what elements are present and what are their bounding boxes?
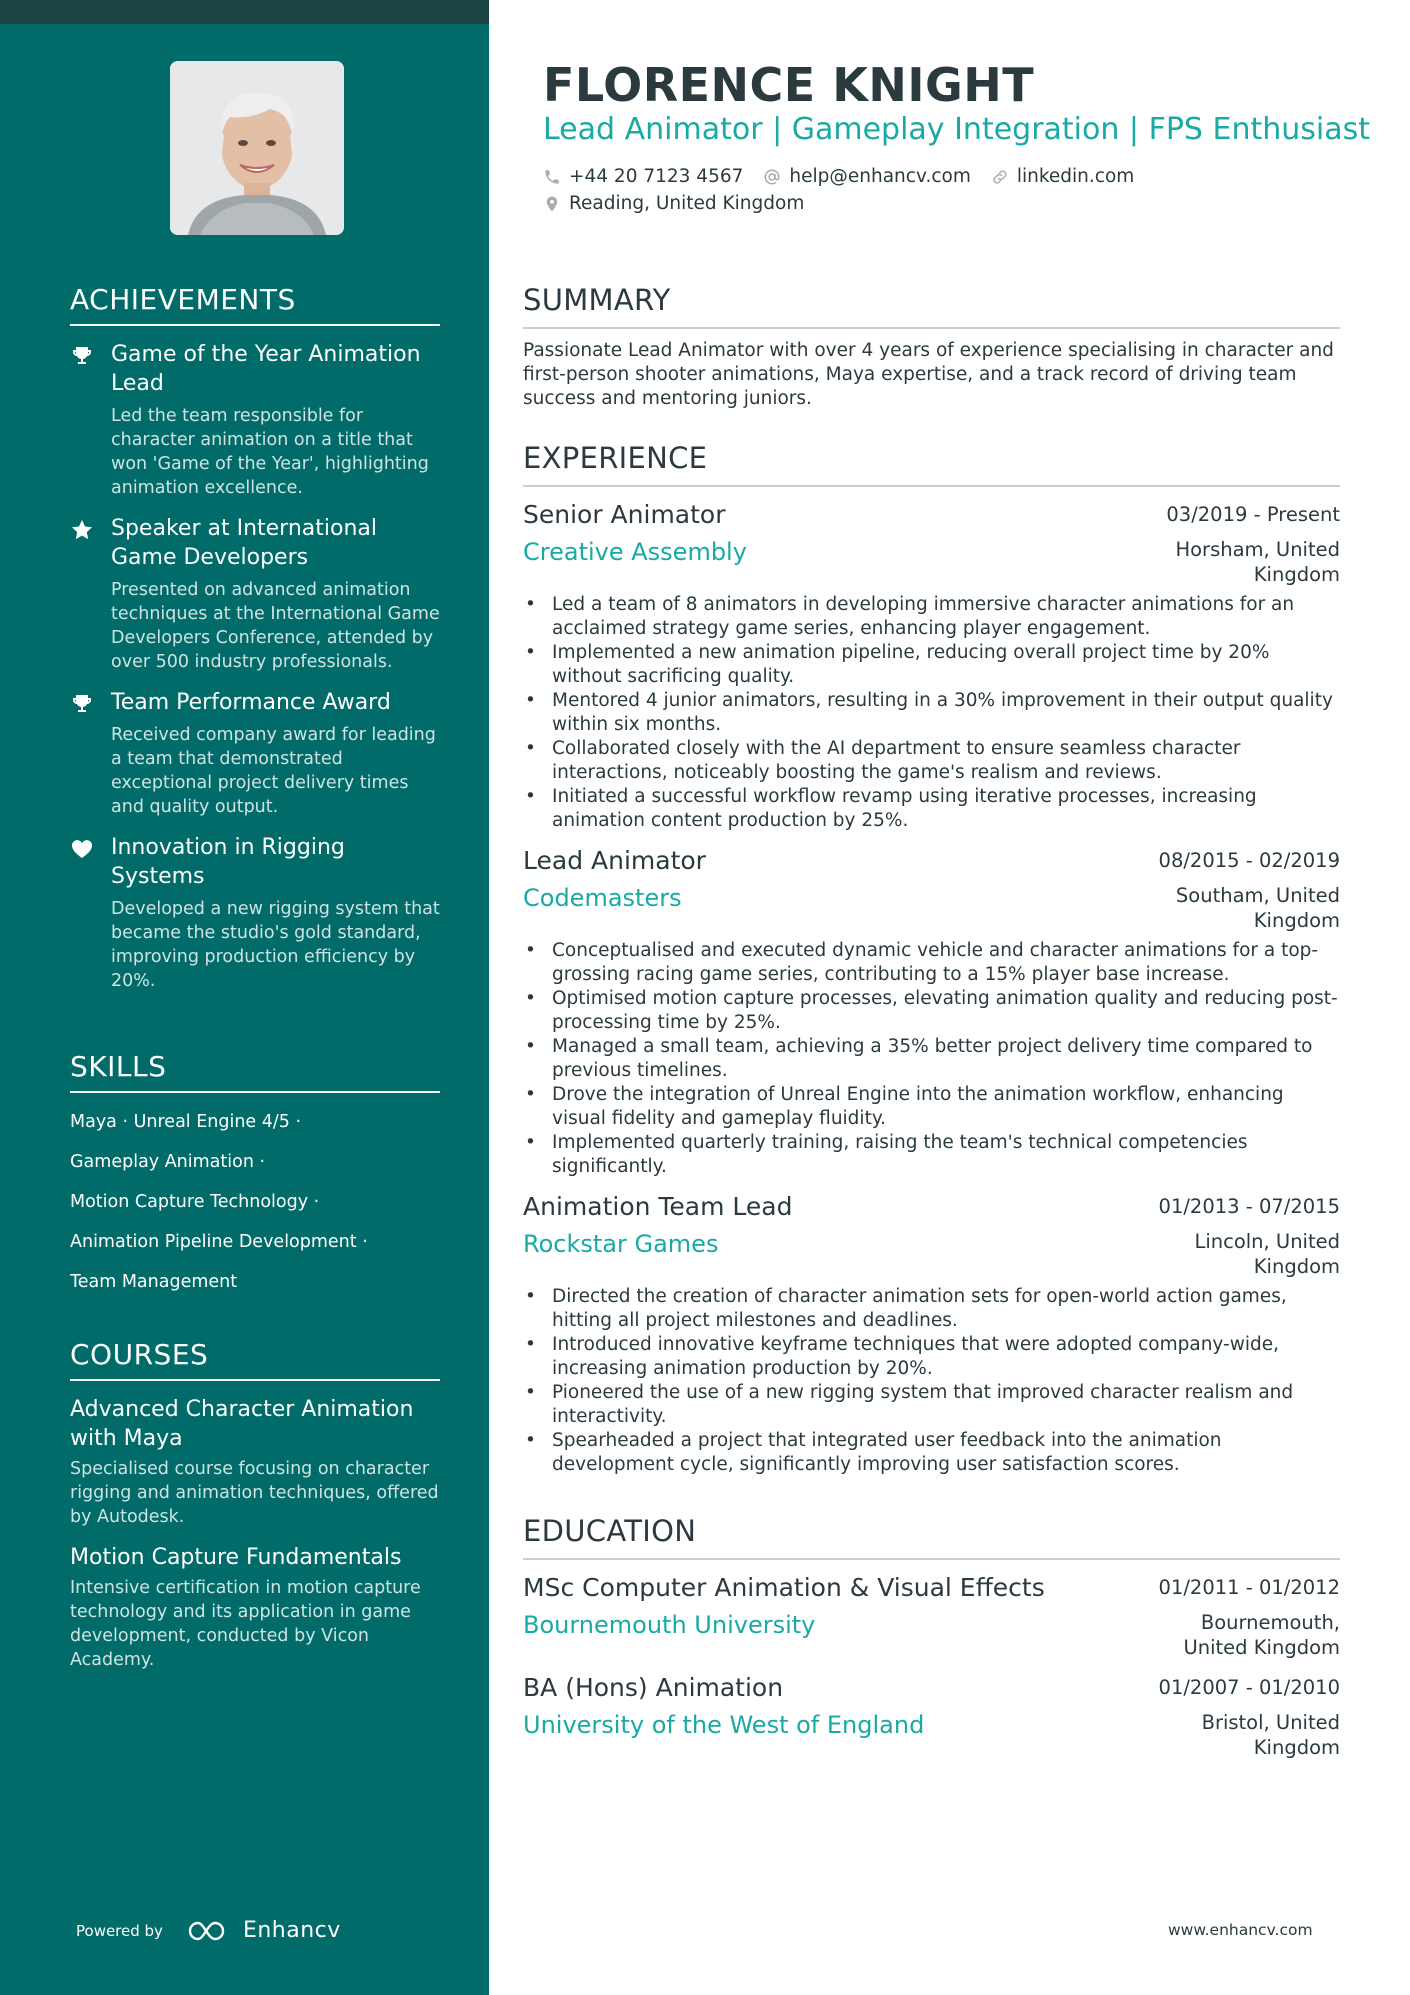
experience-entry: [523, 845, 1340, 1179]
summary-heading: SUMMARY: [523, 283, 1340, 329]
location-pin-icon: [543, 195, 561, 213]
bullet-item: • Collaborated closely with the AI department to ensure seamless character interactions, noticeably boosting the game's realism and reviews.: [523, 737, 1340, 785]
achievement-desc: Received company award for leading a team that demonstrated exceptional project delivery times and quality output.: [111, 725, 436, 817]
bullet-item: • Initiated a successful workflow revamp using iterative processes, increasing animation content production by 25%.: [523, 785, 1340, 833]
sidebar-top-bar: [0, 0, 489, 24]
skills-heading: SKILLS: [70, 1050, 440, 1093]
linkedin-contact[interactable]: [991, 166, 1134, 187]
link-icon: [991, 168, 1009, 186]
powered-by: [76, 1918, 341, 1943]
degree-title: BA (Hons) Animation: [523, 1673, 784, 1702]
bullet-item: • Implemented quarterly training, raising the team's technical competencies significantly.: [523, 1131, 1340, 1179]
job-date: 01/2013 - 07/2015: [1158, 1195, 1340, 1218]
company-name: Creative Assembly: [523, 538, 747, 566]
school-location: Bristol, United Kingdom: [1201, 1711, 1340, 1759]
sidebar: [0, 0, 489, 1995]
achievement-item: [70, 514, 440, 674]
location-text: Reading, United Kingdom: [569, 193, 805, 214]
experience-entry: [523, 1191, 1340, 1477]
trophy-icon: [70, 692, 94, 716]
education-heading: EDUCATION: [523, 1514, 1340, 1560]
bullet-item: • Directed the creation of character animation sets for open-world action games, hitting all project milestones and deadlines.: [523, 1285, 1340, 1333]
job-bullets: [523, 1285, 1340, 1477]
email-text: help@enhancv.com: [789, 166, 971, 187]
bullet-item: • Conceptualised and executed dynamic vehicle and character animations for a top-grossing racing game series, contributing to a 15% player base increase.: [523, 939, 1340, 987]
achievement-item: [70, 340, 440, 500]
school-location: Bournemouth, United Kingdom: [1183, 1611, 1340, 1659]
job-date: 03/2019 - Present: [1166, 503, 1340, 526]
education-section: [523, 1514, 1340, 1760]
job-bullets: [523, 939, 1340, 1179]
candidate-tagline: Lead Animator | Gameplay Integration | FPS Enthusiast: [543, 112, 1370, 147]
skill-line: Gameplay Animation ·: [70, 1152, 266, 1172]
skill-line: Animation Pipeline Development ·: [70, 1232, 368, 1252]
star-icon: [70, 518, 94, 542]
courses-heading: COURSES: [70, 1338, 440, 1381]
enhancv-logo-text: Enhancv: [242, 1918, 341, 1943]
education-entry: [523, 1572, 1340, 1660]
job-location: Horsham, United Kingdom: [1175, 538, 1340, 586]
course-desc: Intensive certification in motion capture technology and its application in game development, conducted by Vicon Academy.: [70, 1578, 421, 1670]
company-name: Codemasters: [523, 884, 682, 912]
job-title: Senior Animator: [523, 500, 726, 529]
job-bullets: [523, 593, 1340, 833]
job-location: Southam, United Kingdom: [1175, 884, 1340, 932]
bullet-item: • Managed a small team, achieving a 35% better project delivery time compared to previous timelines.: [523, 1035, 1340, 1083]
job-date: 08/2015 - 02/2019: [1158, 849, 1340, 872]
skill-line: Motion Capture Technology ·: [70, 1192, 320, 1212]
achievement-title: Team Performance Award: [111, 690, 391, 715]
job-title: Lead Animator: [523, 846, 706, 875]
location-contact: [543, 193, 804, 214]
achievement-desc: Led the team responsible for character animation on a title that won 'Game of the Year', highlighting animation excellence.: [111, 406, 429, 498]
email-contact[interactable]: [763, 166, 970, 187]
course-title: Advanced Character Animation with Maya: [70, 1397, 414, 1451]
heart-icon: [70, 837, 94, 861]
phone-text: +44 20 7123 4567: [569, 166, 744, 187]
achievement-title: Innovation in Rigging Systems: [111, 835, 345, 889]
achievement-item: [70, 688, 440, 819]
enhancv-logo[interactable]: [187, 1918, 341, 1943]
achievements-heading: ACHIEVEMENTS: [70, 283, 440, 326]
company-name: Rockstar Games: [523, 1230, 719, 1258]
bullet-item: • Implemented a new animation pipeline, reducing overall project time by 20% without sacrificing quality.: [523, 641, 1340, 689]
powered-by-label: Powered by: [76, 1921, 163, 1940]
bullet-item: • Spearheaded a project that integrated user feedback into the animation development cycle, significantly improving user satisfaction scores.: [523, 1429, 1340, 1477]
experience-entry: [523, 499, 1340, 833]
enhancv-logo-icon: [187, 1919, 233, 1943]
courses-section: [70, 1338, 440, 1672]
degree-title: MSc Computer Animation & Visual Effects: [523, 1573, 1045, 1602]
course-desc: Specialised course focusing on character rigging and animation techniques, offered by Autodesk.: [70, 1459, 439, 1527]
school-name: University of the West of England: [523, 1711, 925, 1739]
summary-section: [523, 283, 1340, 411]
achievements-section: [70, 283, 440, 993]
summary-text: Passionate Lead Animator with over 4 years of experience specialising in character and first-person shooter animations, Maya expertise, and a track record of driving team success and mentoring juniors.: [523, 340, 1334, 409]
achievement-title: Speaker at International Game Developers: [111, 516, 377, 570]
achievement-desc: Presented on advanced animation techniques at the International Game Developers Conference, attended by over 500 industry professionals.: [111, 580, 440, 672]
trophy-icon: [70, 344, 94, 368]
main-content: [523, 0, 1370, 1995]
achievement-item: [70, 833, 440, 993]
candidate-name: FLORENCE KNIGHT: [543, 58, 1035, 112]
achievement-title: Game of the Year Animation Lead: [111, 342, 421, 396]
bullet-item: • Led a team of 8 animators in developing immersive character animations for an acclaimed strategy game series, enhancing player engagement.: [523, 593, 1340, 641]
achievement-desc: Developed a new rigging system that became the studio's gold standard, improving production efficiency by 20%.: [111, 899, 440, 991]
linkedin-text: linkedin.com: [1016, 166, 1135, 187]
website-link[interactable]: www.enhancv.com: [1168, 1921, 1313, 1939]
skill-line: Team Management: [70, 1272, 238, 1292]
experience-heading: EXPERIENCE: [523, 441, 1340, 487]
education-entry: [523, 1672, 1340, 1760]
bullet-item: • Optimised motion capture processes, elevating animation quality and reducing post-processing time by 25%.: [523, 987, 1340, 1035]
bullet-item: • Mentored 4 junior animators, resulting in a 30% improvement in their output quality within six months.: [523, 689, 1340, 737]
bullet-item: • Pioneered the use of a new rigging system that improved character realism and interactivity.: [523, 1381, 1340, 1429]
at-icon: [763, 168, 781, 186]
contact-info: [543, 163, 1134, 217]
experience-section: [523, 441, 1340, 1477]
phone-contact[interactable]: [543, 166, 743, 187]
school-name: Bournemouth University: [523, 1611, 816, 1639]
profile-photo: [170, 61, 344, 235]
bullet-item: • Introduced innovative keyframe techniques that were adopted company-wide, increasing animation production by 20%.: [523, 1333, 1340, 1381]
degree-date: 01/2011 - 01/2012: [1158, 1576, 1340, 1599]
degree-date: 01/2007 - 01/2010: [1158, 1676, 1340, 1699]
job-title: Animation Team Lead: [523, 1192, 793, 1221]
job-location: Lincoln, United Kingdom: [1194, 1230, 1340, 1278]
phone-icon: [543, 168, 561, 186]
bullet-item: • Drove the integration of Unreal Engine into the animation workflow, enhancing visual fidelity and gameplay fluidity.: [523, 1083, 1340, 1131]
skill-line: Maya · Unreal Engine 4/5 ·: [70, 1112, 302, 1132]
skills-section: [70, 1050, 440, 1293]
course-title: Motion Capture Fundamentals: [70, 1545, 402, 1570]
